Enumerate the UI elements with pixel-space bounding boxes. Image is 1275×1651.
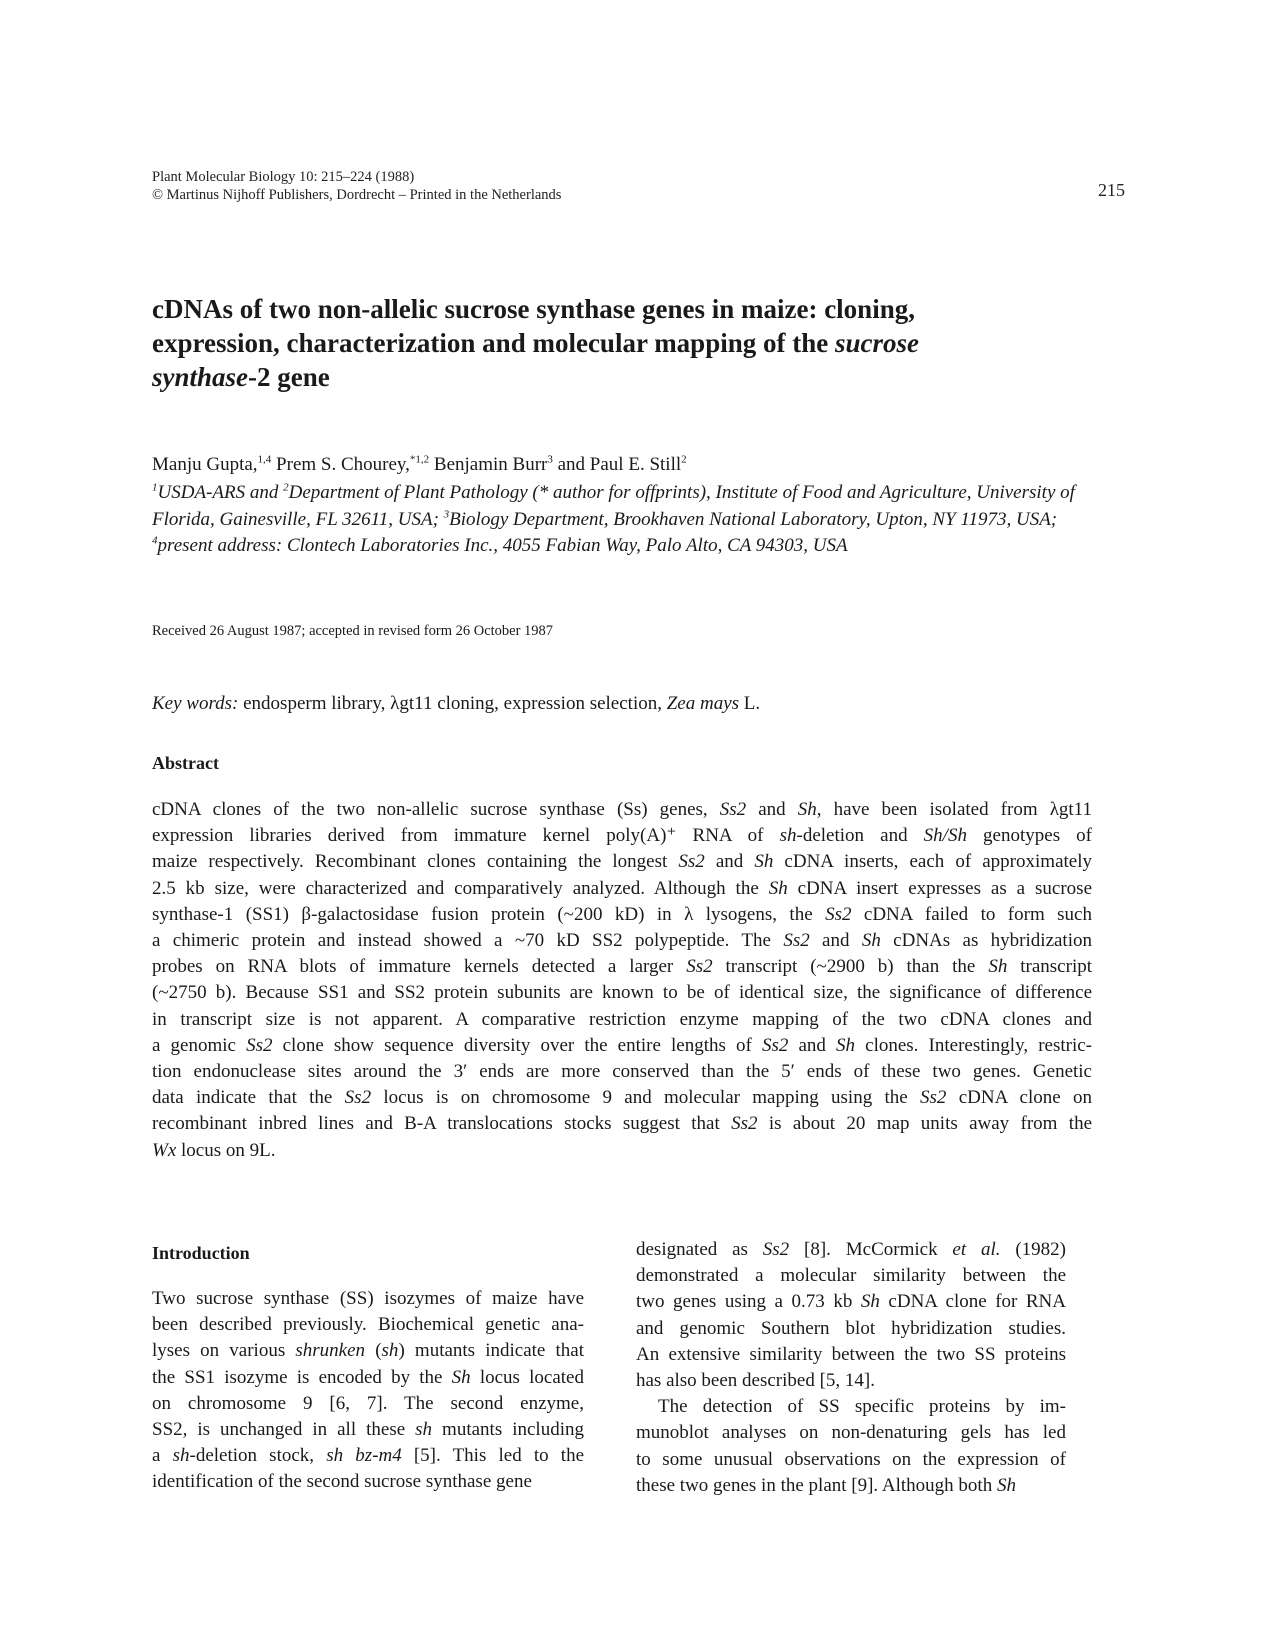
journal-header [152, 168, 1092, 204]
author-2-affil: *1,2 [409, 453, 430, 466]
affil-text-3: Biology Department, Brookhaven National Laboratory, Upton, NY 11973, USA; [449, 508, 1058, 530]
italic-segment: Ss2 [678, 851, 705, 873]
text-line [152, 797, 1092, 823]
title-part-2: -2 gene [248, 362, 330, 392]
author-1-affil: 1,4 [257, 453, 272, 466]
text-segment: a genomic [152, 1034, 247, 1056]
author-3-affil: 3 [547, 453, 553, 466]
italic-segment: shrunken [295, 1340, 366, 1362]
text-segment: , have been isolated from λgt11 [816, 799, 1092, 820]
text-line [152, 1033, 1092, 1059]
text-segment: and genomic Southern blot hybridization studies. [636, 1317, 1066, 1339]
text-segment: cDNAs as hybridization [880, 930, 1092, 952]
text-line [636, 1420, 1066, 1446]
abstract-body [152, 797, 1092, 1164]
italic-segment: Ss2 [825, 903, 852, 925]
text-segment: data indicate that the [152, 1087, 345, 1109]
text-line [152, 1312, 584, 1338]
affil-text-4: present address: Clontech Laboratories Inc., 4055 Fabian Way, Palo Alto, CA 94303, USA [157, 535, 848, 556]
text-segment: genotypes of [966, 825, 1093, 847]
affil-text-1: USDA-ARS and [157, 482, 284, 503]
text-segment: on chromosome 9 [6, 7]. The second enzyme, [152, 1392, 584, 1414]
text-segment: mutants including [432, 1419, 584, 1441]
text-segment: transcript [1007, 956, 1092, 978]
italic-segment: et al. [952, 1239, 1001, 1260]
text-segment: (1982) [1000, 1239, 1067, 1260]
italic-segment: Sh/Sh [923, 825, 967, 847]
page-number: 215 [1098, 180, 1125, 200]
text-segment: -deletion and [796, 825, 924, 847]
italic-segment: Sh [754, 851, 774, 873]
italic-segment: Sh [797, 799, 817, 820]
text-segment: SS2, is unchanged in all these [152, 1419, 416, 1441]
text-segment: locus on 9L. [176, 1139, 276, 1161]
italic-segment: Ss2 [246, 1034, 273, 1056]
text-segment: clone show sequence diversity over the entire lengths of [272, 1034, 762, 1056]
journal-citation: Plant Molecular Biology 10: 215–224 (1988) [152, 169, 415, 185]
text-segment: cDNA insert expresses as a sucrose [787, 877, 1092, 899]
italic-segment: Ss2 [686, 956, 713, 978]
received-dates: Received 26 August 1987; accepted in revised form 26 October 1987 [152, 623, 554, 639]
text-segment: synthase-1 (SS1) β-galactosidase fusion protein (~200 kD) in λ lysogens, the [152, 903, 826, 925]
intro-right-column [636, 1237, 1066, 1499]
italic-segment: Ss2 [783, 930, 810, 952]
author-2: Prem S. Chourey, [271, 454, 410, 475]
text-line [636, 1447, 1066, 1473]
text-segment: 2.5 kb size, were characterized and comparatively analyzed. Although the [152, 877, 769, 899]
affil-mark-3: 3 [443, 508, 450, 521]
text-line [152, 928, 1092, 954]
italic-segment: Sh [860, 1291, 880, 1313]
text-line [152, 1391, 584, 1417]
keywords-species: Zea mays [666, 693, 740, 714]
italic-segment: Sh [996, 1474, 1016, 1496]
text-segment: cDNA failed to form such [851, 903, 1092, 925]
italic-segment: Ss2 [761, 1034, 789, 1056]
introduction-heading: Introduction [152, 1243, 250, 1263]
text-line [636, 1289, 1066, 1315]
text-segment: in transcript size is not apparent. A comparative restriction enzyme mapping of the two cDNA clones and [152, 1008, 1092, 1030]
keywords-text: endosperm library, λgt11 cloning, expression selection, [238, 693, 667, 714]
text-segment: these two genes in the plant [9]. Although both [636, 1474, 997, 1496]
text-segment: been described previously. Biochemical genetic ana- [152, 1314, 584, 1336]
publisher-line: © Martinus Nijhoff Publishers, Dordrecht – Printed in the Netherlands [152, 187, 562, 203]
author-1: Manju Gupta, [152, 454, 258, 475]
italic-segment: Sh [988, 956, 1008, 978]
text-segment: identification of the second sucrose synthase gene [152, 1471, 532, 1493]
italic-segment: Ss2 [920, 1087, 947, 1109]
text-segment: demonstrated a molecular similarity between the [636, 1265, 1066, 1287]
text-segment: [5]. This led to the [401, 1445, 585, 1467]
text-line [152, 849, 1092, 875]
text-line [152, 1443, 584, 1469]
text-segment: probes on RNA blots of immature kernels detected a larger [152, 956, 687, 978]
text-line [636, 1473, 1066, 1499]
affil-text-2: Department of Plant Pathology (* author for offprints), Institute of Food and Agriculture, University of Florida, Gainesville, FL 32611, USA; [152, 482, 1075, 530]
text-line [152, 902, 1092, 928]
text-segment: to some unusual observations on the expression of [636, 1448, 1066, 1470]
abstract-heading: Abstract [152, 753, 219, 773]
text-segment: Two sucrose synthase (SS) isozymes of maize have [152, 1288, 584, 1309]
text-line [152, 1007, 1092, 1033]
text-line [152, 823, 1092, 849]
title-italic: sucrose synthase [152, 328, 919, 392]
text-segment: recombinant inbred lines and B-A translocations stocks suggest that [152, 1113, 732, 1135]
text-segment: locus is on chromosome 9 and molecular mapping using the [371, 1087, 921, 1109]
text-segment: ( [365, 1340, 382, 1362]
text-segment: a chimeric protein and instead showed a ~70 kD SS2 polypeptide. The [152, 930, 784, 952]
text-segment: a [152, 1445, 173, 1467]
text-segment: and [746, 799, 798, 820]
intro-left-column [152, 1286, 584, 1496]
text-segment: is about 20 map units away from the [757, 1113, 1093, 1135]
text-segment: transcript (~2900 b) than the [712, 956, 989, 978]
text-segment: cDNA clone for RNA [879, 1291, 1067, 1313]
author-4: and Paul E. Still [552, 454, 682, 475]
text-segment: clones. Interestingly, restric- [855, 1034, 1093, 1056]
italic-segment: Sh [836, 1034, 856, 1056]
text-segment: munoblot analyses on non-denaturing gels has led [636, 1422, 1066, 1444]
text-segment: designated as [636, 1239, 763, 1260]
author-list [152, 452, 1102, 478]
italic-segment: Sh [768, 877, 788, 899]
text-line [636, 1368, 1066, 1394]
text-line [636, 1342, 1066, 1368]
text-line [636, 1237, 1066, 1263]
text-segment: and [809, 930, 862, 952]
keywords [152, 692, 1072, 716]
affil-mark-4: 4 [152, 534, 158, 547]
text-line [152, 1365, 584, 1391]
text-line [152, 1085, 1092, 1111]
text-segment: maize respectively. Recombinant clones containing the longest [152, 851, 679, 873]
italic-segment: Ss2 [344, 1087, 372, 1109]
text-line [152, 1138, 1092, 1164]
author-4-affil: 2 [681, 453, 687, 466]
text-line [636, 1263, 1066, 1289]
italic-segment: sh [381, 1340, 399, 1362]
keywords-suffix: L. [739, 693, 761, 714]
text-segment: lyses on various [152, 1340, 296, 1362]
text-segment: -deletion stock, [189, 1445, 327, 1467]
text-segment: has also been described [5, 14]. [636, 1370, 876, 1392]
text-segment: locus located [470, 1366, 584, 1388]
text-segment: cDNA inserts, each of approximately [773, 851, 1092, 873]
text-segment: the SS1 isozyme is encoded by the [152, 1366, 452, 1388]
paper-title [152, 292, 1012, 394]
italic-segment: Sh [451, 1366, 471, 1388]
text-segment: (~2750 b). Because SS1 and SS2 protein subunits are known to be of identical size, the significance of difference [152, 982, 1092, 1004]
text-segment: expression libraries derived from immature kernel poly(A)⁺ RNA of [152, 825, 780, 847]
italic-segment: sh [779, 825, 797, 847]
text-segment: ) mutants indicate that [398, 1340, 585, 1362]
italic-segment: sh [172, 1445, 190, 1467]
text-line [152, 1469, 584, 1495]
text-segment: The detection of SS specific proteins by im- [658, 1396, 1066, 1418]
italic-segment: sh [415, 1419, 433, 1441]
text-line [152, 1417, 584, 1443]
italic-segment: Ss2 [762, 1239, 790, 1260]
italic-segment: Sh [861, 930, 881, 952]
text-segment: An extensive similarity between the two SS proteins [636, 1343, 1066, 1365]
text-segment: cDNA clones of the two non-allelic sucrose synthase (Ss) genes, [152, 799, 720, 820]
text-segment: and [704, 851, 755, 873]
keywords-label: Key words: [152, 693, 239, 714]
italic-segment: Wx [152, 1139, 177, 1161]
text-line [152, 1111, 1092, 1137]
text-segment: tion endonuclease sites around the 3′ ends are more conserved than the 5′ ends of these two genes. Genetic [152, 1061, 1092, 1083]
text-line [636, 1394, 1066, 1420]
text-line [152, 954, 1092, 980]
text-segment: cDNA clone on [946, 1087, 1092, 1109]
text-line [152, 980, 1092, 1006]
affil-mark-2: 2 [283, 481, 289, 494]
author-3: Benjamin Burr [429, 454, 548, 475]
text-line [152, 876, 1092, 902]
text-segment: two genes using a 0.73 kb [636, 1291, 861, 1313]
text-segment: and [788, 1034, 837, 1056]
title-part-1: cDNAs of two non-allelic sucrose synthase genes in maize: cloning, expression, characterization and molecular mapping of the [152, 294, 915, 358]
text-line [636, 1316, 1066, 1342]
text-segment: [8]. McCormick [789, 1239, 953, 1260]
text-line [152, 1286, 584, 1312]
text-line [152, 1338, 584, 1364]
text-line [152, 1059, 1092, 1085]
affil-mark-1: 1 [152, 481, 158, 494]
italic-segment: sh bz-m4 [326, 1445, 402, 1467]
italic-segment: Ss2 [719, 799, 747, 820]
italic-segment: Ss2 [731, 1113, 758, 1135]
affiliations [152, 480, 1097, 560]
